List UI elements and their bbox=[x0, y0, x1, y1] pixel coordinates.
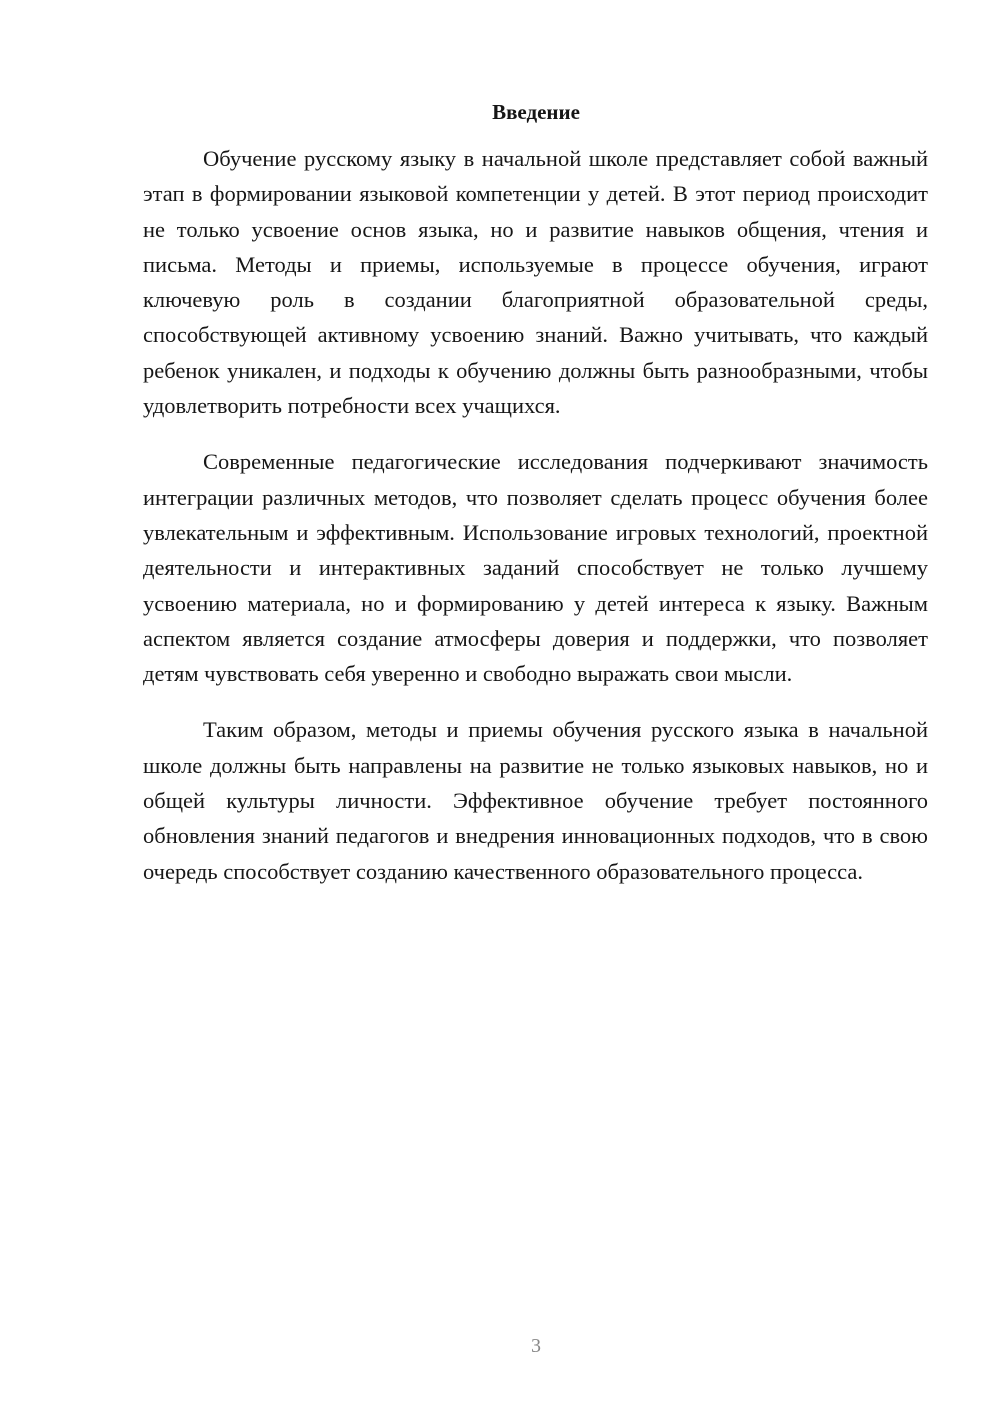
page-number: 3 bbox=[531, 1335, 541, 1357]
paragraph-2: Современные педагогические исследования подчеркивают значимость интеграции различных методов, что позволяет сделать процесс обучения более увлекательным и эффективным. Использование игровых технологий, проектной деятельности и интерактивных заданий способствует не только лучшему усвоению материала, но и формированию у детей интереса к языку. Важным аспектом является создание атмосферы доверия и поддержки, что позволяет детям чувствовать себя уверенно и свободно выражать свои мысли. bbox=[143, 449, 928, 687]
paragraph-3: Таким образом, методы и приемы обучения русского языка в начальной школе должны быть направлены на развитие не только языковых навыков, но и общей культуры личности. Эффективное обучение требует постоянного обновления знаний педагогов и внедрения инновационных подходов, что в свою очередь способствует созданию качественного образовательного процесса. bbox=[143, 717, 928, 884]
section-heading: Введение bbox=[492, 100, 580, 124]
paragraph-1: Обучение русскому языку в начальной школе представляет собой важный этап в формировании языковой компетенции у детей. В этот период происходит не только усвоение основ языка, но и развитие навыков общения, чтения и письма. Методы и приемы, используемые в процессе обучения, играют ключевую роль в создании благоприятной образовательной среды, способствующей активному усвоению знаний. Важно учитывать, что каждый ребенок уникален, и подходы к обучению должны быть разнообразными, чтобы удовлетворить потребности всех учащихся. bbox=[143, 146, 928, 419]
body-text bbox=[143, 141, 928, 889]
